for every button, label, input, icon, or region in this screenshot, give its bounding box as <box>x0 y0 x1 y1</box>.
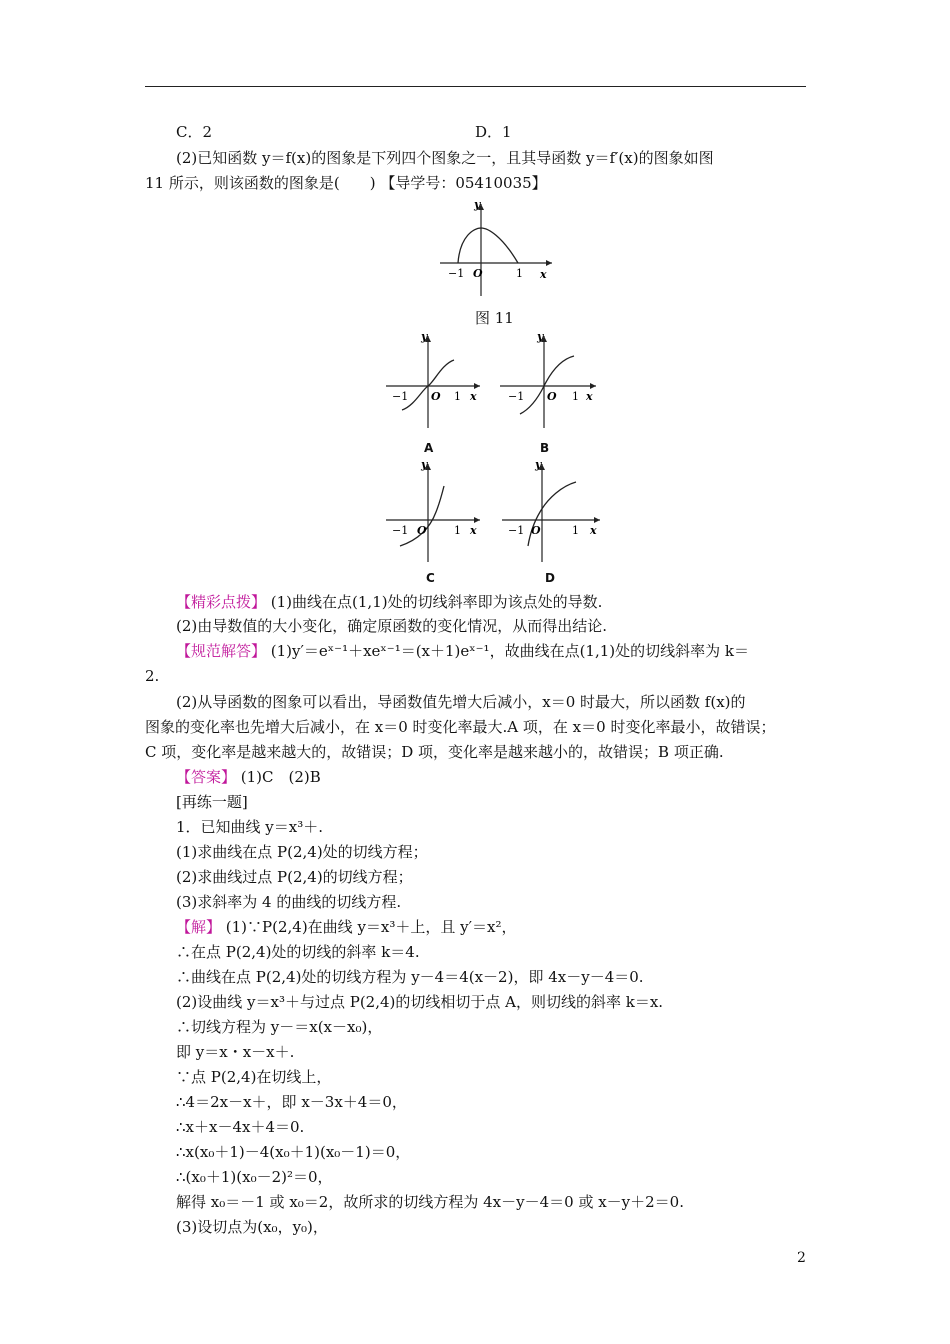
label-option-c: C <box>426 571 435 585</box>
solution-line-1: 【规范解答】 (1)y′＝eˣ⁻¹＋xeˣ⁻¹＝(x＋1)eˣ⁻¹，故曲线在点(1,1)处的切线斜率为 k＝ <box>176 642 749 660</box>
svg-text:y: y <box>421 458 428 471</box>
answer-tag: 【答案】 <box>176 768 237 786</box>
svg-text:−1: −1 <box>392 524 409 537</box>
svg-text:1: 1 <box>454 524 461 537</box>
practice-solution-8: ∴4＝2x－x＋，即 x－3x＋4＝0， <box>176 1093 407 1111</box>
svg-text:O: O <box>431 390 441 403</box>
svg-text:1: 1 <box>454 390 461 403</box>
practice-q1-3: (3)求斜率为 4 的曲线的切线方程. <box>176 893 402 911</box>
hint-line-2: (2)由导数值的大小变化，确定原函数的变化情况，从而得出结论. <box>176 617 608 635</box>
solution-line-4: 图象的变化率也先增大后减小，在 x＝0 时变化率最大.A 项，在 x＝0 时变化率最小，故错误； <box>145 718 776 736</box>
header-rule <box>145 86 806 87</box>
curve-b <box>520 356 574 414</box>
graph-option-a <box>384 330 484 434</box>
svg-text:O: O <box>547 390 557 403</box>
label-option-d: D <box>545 571 555 585</box>
option-d-text: D．1 <box>475 123 512 141</box>
tick-1: 1 <box>516 267 523 280</box>
solution-tag: 【规范解答】 <box>176 642 267 660</box>
svg-text:x: x <box>590 524 597 537</box>
svg-text:y: y <box>537 330 544 343</box>
solution-line-2: 2. <box>145 667 160 685</box>
option-c-text: C．2 <box>176 123 213 141</box>
svg-text:x: x <box>586 390 593 403</box>
practice-q1-2: (2)求曲线过点 P(2,4)的切线方程； <box>176 868 413 886</box>
tick-neg1: −1 <box>448 267 465 280</box>
svg-text:−1: −1 <box>508 390 525 403</box>
solution-line-3: (2)从导函数的图象可以看出，导函数值先增大后减小，x＝0 时最大，所以函数 f(x)的 <box>176 693 746 711</box>
practice-solution-3: ∴曲线在点 P(2,4)处的切线方程为 y－4＝4(x－2)，即 4x－y－4＝0. <box>176 968 644 986</box>
graph-option-c <box>384 458 484 568</box>
practice-solution-9: ∴x＋x－4x＋4＝0. <box>176 1118 305 1136</box>
practice-solution-tag: 【解】 <box>176 918 222 936</box>
question-line-2: 11 所示，则该函数的图象是( ) 【导学号：05410035】 <box>145 174 547 192</box>
svg-text:1: 1 <box>572 524 579 537</box>
curve-c <box>400 486 444 546</box>
svg-text:O: O <box>531 524 541 537</box>
svg-text:O: O <box>417 524 427 537</box>
axis-y-label: y <box>474 198 481 211</box>
graph-option-d <box>500 458 604 568</box>
derivative-curve <box>458 228 518 263</box>
practice-solution-1: 【解】 (1)∵P(2,4)在曲线 y＝x³＋上，且 y′＝x²， <box>176 918 517 936</box>
svg-text:y: y <box>421 330 428 343</box>
practice-header: [再练一题] <box>176 793 248 811</box>
page-number: 2 <box>797 1250 806 1266</box>
x-axis-arrow <box>546 260 552 266</box>
svg-text:x: x <box>470 390 477 403</box>
hint-tag: 【精彩点拨】 <box>176 593 267 611</box>
svg-text:y: y <box>535 458 542 471</box>
question-line-1: (2)已知函数 y＝f(x)的图象是下列四个图象之一，且其导函数 y＝f′(x)的图象如图 <box>176 149 714 167</box>
practice-solution-12: 解得 x₀＝－1 或 x₀＝2，故所求的切线方程为 4x－y－4＝0 或 x－y＋2＝0. <box>176 1193 684 1211</box>
answer-line: 【答案】 (1)C (2)B <box>176 768 321 786</box>
figure-11-graph <box>436 196 556 305</box>
practice-solution-10: ∴x(x₀＋1)－4(x₀＋1)(x₀－1)＝0， <box>176 1143 411 1161</box>
practice-q1-1: (1)求曲线在点 P(2,4)处的切线方程； <box>176 843 428 861</box>
practice-solution-2: ∴在点 P(2,4)处的切线的斜率 k＝4. <box>176 943 420 961</box>
axis-x-label: x <box>540 268 547 281</box>
solution-line-5: C 项，变化率是越来越大的，故错误；D 项，变化率是越来越小的，故错误；B 项正确. <box>145 743 724 761</box>
svg-text:−1: −1 <box>508 524 525 537</box>
svg-text:−1: −1 <box>392 390 409 403</box>
practice-solution-11: ∴(x₀＋1)(x₀－2)²＝0， <box>176 1168 333 1186</box>
graph-option-b <box>498 330 600 434</box>
practice-solution-4: (2)设曲线 y＝x³＋与过点 P(2,4)的切线相切于点 A，则切线的斜率 k＝x. <box>176 993 664 1011</box>
practice-solution-6: 即 y＝x・x－x＋. <box>176 1043 295 1061</box>
figure-11-caption: 图 11 <box>475 309 514 327</box>
svg-text:1: 1 <box>572 390 579 403</box>
practice-q1: 1．已知曲线 y＝x³＋. <box>176 818 324 836</box>
practice-solution-13: (3)设切点为(x₀，y₀)， <box>176 1218 328 1236</box>
label-option-b: B <box>540 441 550 455</box>
hint-line-1: 【精彩点拨】 (1)曲线在点(1,1)处的切线斜率即为该点处的导数. <box>176 593 603 611</box>
svg-text:x: x <box>470 524 477 537</box>
practice-solution-5: ∴切线方程为 y－＝x(x－x₀)， <box>176 1018 383 1036</box>
practice-solution-7: ∵点 P(2,4)在切线上， <box>176 1068 332 1086</box>
label-option-a: A <box>424 441 434 455</box>
origin-label: O <box>473 267 483 280</box>
